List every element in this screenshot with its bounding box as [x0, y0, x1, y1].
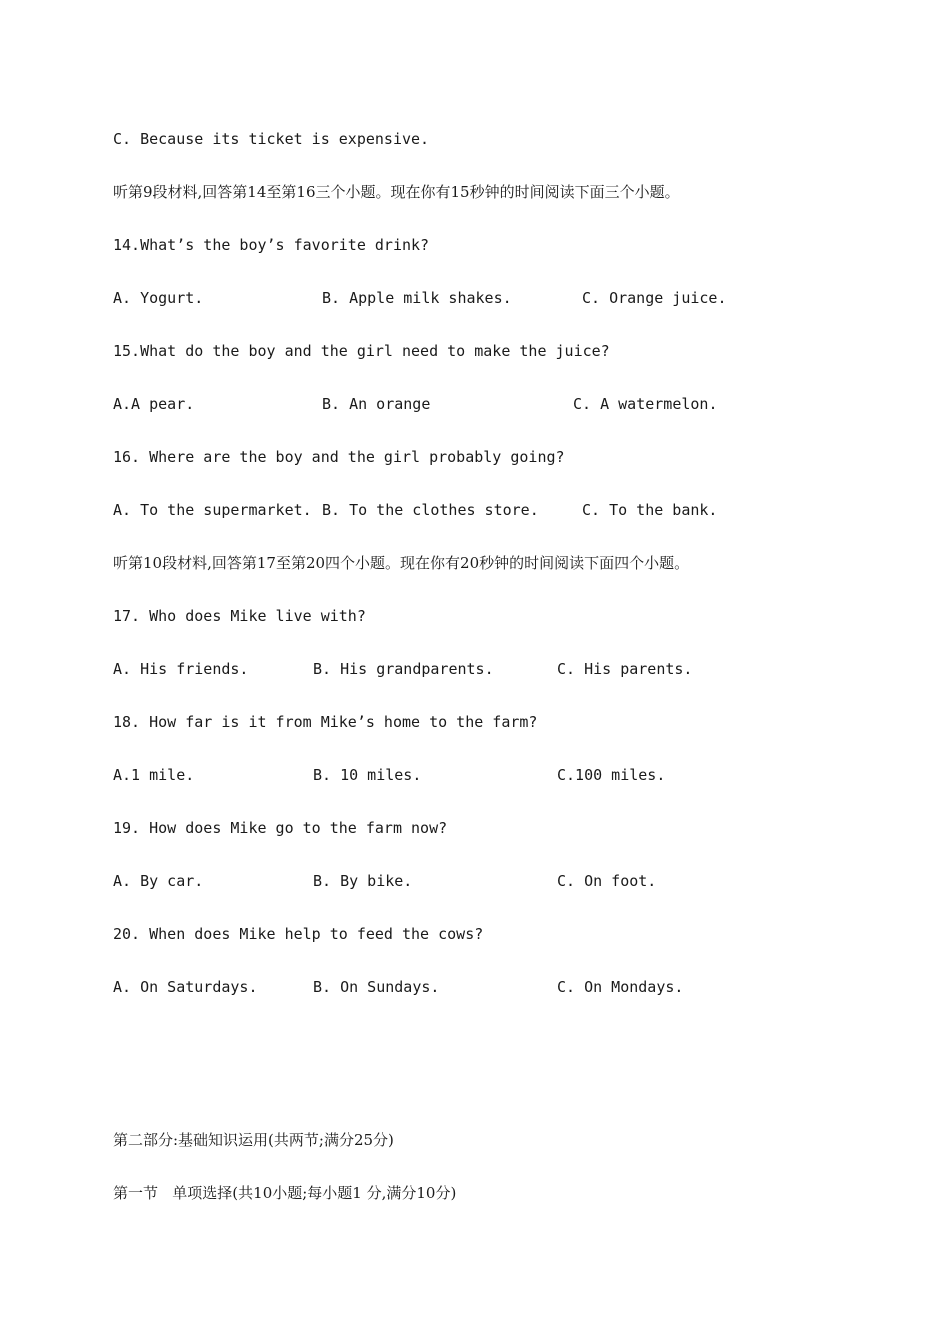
question-19-stem: 19. How does Mike go to the farm now?	[113, 819, 448, 837]
question-19-option-a: A. By car.	[113, 872, 204, 890]
question-18-option-a: A.1 mile.	[113, 766, 195, 784]
q13-option-c: C. Because its ticket is expensive.	[113, 130, 430, 148]
question-15-stem: 15.What do the boy and the girl need to make the juice?	[113, 342, 610, 360]
question-17-option-a: A. His friends.	[113, 660, 249, 678]
question-17-option-b: B. His grandparents.	[313, 660, 494, 678]
question-14-option-a: A. Yogurt.	[113, 289, 204, 307]
section-9-instruction: 听第9段材料,回答第14至第16三个小题。现在你有15秒钟的时间阅读下面三个小题。	[113, 183, 680, 201]
part-2-heading: 第二部分:基础知识运用(共两节;满分25分)	[113, 1131, 394, 1149]
question-17-option-c: C. His parents.	[557, 660, 693, 678]
question-14-option-c: C. Orange juice.	[582, 289, 727, 307]
question-14-stem: 14.What’s the boy’s favorite drink?	[113, 236, 430, 254]
question-16-option-a: A. To the supermarket.	[113, 501, 312, 519]
question-20-option-c: C. On Mondays.	[557, 978, 684, 996]
question-16-stem: 16. Where are the boy and the girl probably going?	[113, 448, 565, 466]
question-18-option-b: B. 10 miles.	[313, 766, 422, 784]
section-1-heading: 第一节 单项选择(共10小题;每小题1 分,满分10分)	[113, 1184, 457, 1202]
question-20-option-a: A. On Saturdays.	[113, 978, 258, 996]
question-16-option-b: B. To the clothes store.	[322, 501, 539, 519]
question-15-option-b: B. An orange	[322, 395, 431, 413]
question-19-option-b: B. By bike.	[313, 872, 413, 890]
section-10-instruction: 听第10段材料,回答第17至第20四个小题。现在你有20秒钟的时间阅读下面四个小题。	[113, 554, 690, 572]
question-18-option-c: C.100 miles.	[557, 766, 666, 784]
question-20-option-b: B. On Sundays.	[313, 978, 440, 996]
question-18-stem: 18. How far is it from Mike’s home to the farm?	[113, 713, 538, 731]
question-15-option-c: C. A watermelon.	[573, 395, 718, 413]
question-15-option-a: A.A pear.	[113, 395, 195, 413]
question-17-stem: 17. Who does Mike live with?	[113, 607, 366, 625]
question-20-stem: 20. When does Mike help to feed the cows?	[113, 925, 484, 943]
question-14-option-b: B. Apple milk shakes.	[322, 289, 512, 307]
question-16-option-c: C. To the bank.	[582, 501, 718, 519]
question-19-option-c: C. On foot.	[557, 872, 657, 890]
